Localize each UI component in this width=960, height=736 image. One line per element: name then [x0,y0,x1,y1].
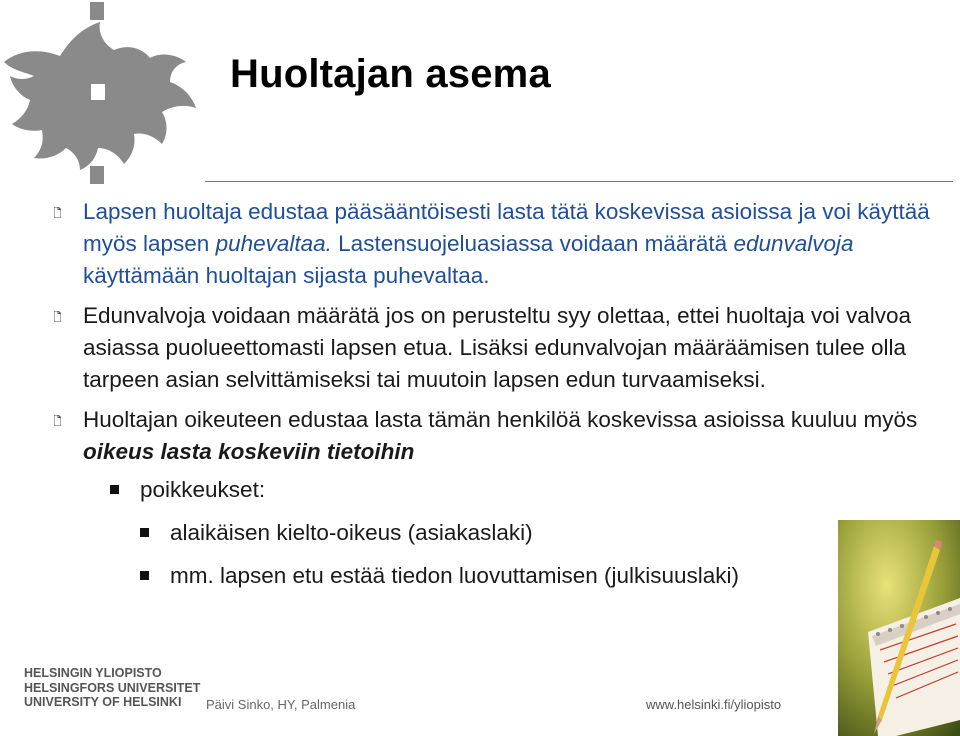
slide-content [50,196,955,592]
slide-title: Huoltajan asema [230,52,551,96]
footer-author: Päivi Sinko, HY, Palmenia [206,697,356,712]
bullet-3-text: Huoltajan oikeuteen edustaa lasta tämän henkilöä koskevissa asioissa kuuluu myös [83,407,918,432]
notebook-pencil-photo [838,520,960,736]
sub-bullet [108,474,955,506]
sub-bullet-text: poikkeukset: [140,477,266,502]
sub-sub-bullet-1 [138,517,955,549]
university-wordmark [24,666,200,710]
sub-sub-bullet-2 [138,560,955,592]
university-name-fi: HELSINGIN YLIOPISTO [24,666,162,680]
university-flame-logo-icon [0,0,200,190]
bullet-marker-icon [54,311,61,322]
university-name-sv: HELSINGFORS UNIVERSITET [24,680,201,695]
bullet-2-text: Edunvalvoja voidaan määrätä jos on perusteltu syy olettaa, ettei huoltaja voi valvoa asiassa puolueettomasti lapsen etua. Lisäksi edunvalvojan määräämisen tulee olla tarpeen asian selvittämiseksi tai muutoin lapsen edun turvaamiseksi. [83,303,912,392]
square-bullet-icon [140,528,149,537]
bullet-1 [50,196,955,292]
bullet-1-text-b: Lastensuojeluasiassa voidaan määrätä [331,231,734,256]
bullet-1-emphasis-b: edunvalvoja [733,231,854,256]
bullet-marker-icon [54,415,61,426]
bullet-marker-icon [54,207,61,218]
university-name-en: UNIVERSITY OF HELSINKI [24,695,182,709]
bullet-3-strong: oikeus lasta koskeviin tietoihin [83,439,415,464]
square-bullet-icon [110,485,119,494]
sub-sub-bullet-1-text: alaikäisen kielto-oikeus (asiakaslaki) [170,520,533,545]
square-bullet-icon [140,571,149,580]
bullet-2 [50,300,955,396]
bullet-1-emphasis-a: puhevaltaa. [215,231,332,256]
bullet-1-text-c: käyttämään huoltajan sijasta puhevaltaa. [83,263,490,288]
bullet-3 [50,404,955,468]
bullet-1-text-a: Lapsen huoltaja edustaa pääsääntöisesti lasta tätä koskevissa asioissa ja voi käyttää myös lapsen [83,199,930,256]
sub-sub-bullet-2-text: mm. lapsen etu estää tiedon luovuttamisen (julkisuuslaki) [170,563,740,588]
title-divider [205,181,953,182]
footer-url[interactable]: www.helsinki.fi/yliopisto [646,697,782,712]
